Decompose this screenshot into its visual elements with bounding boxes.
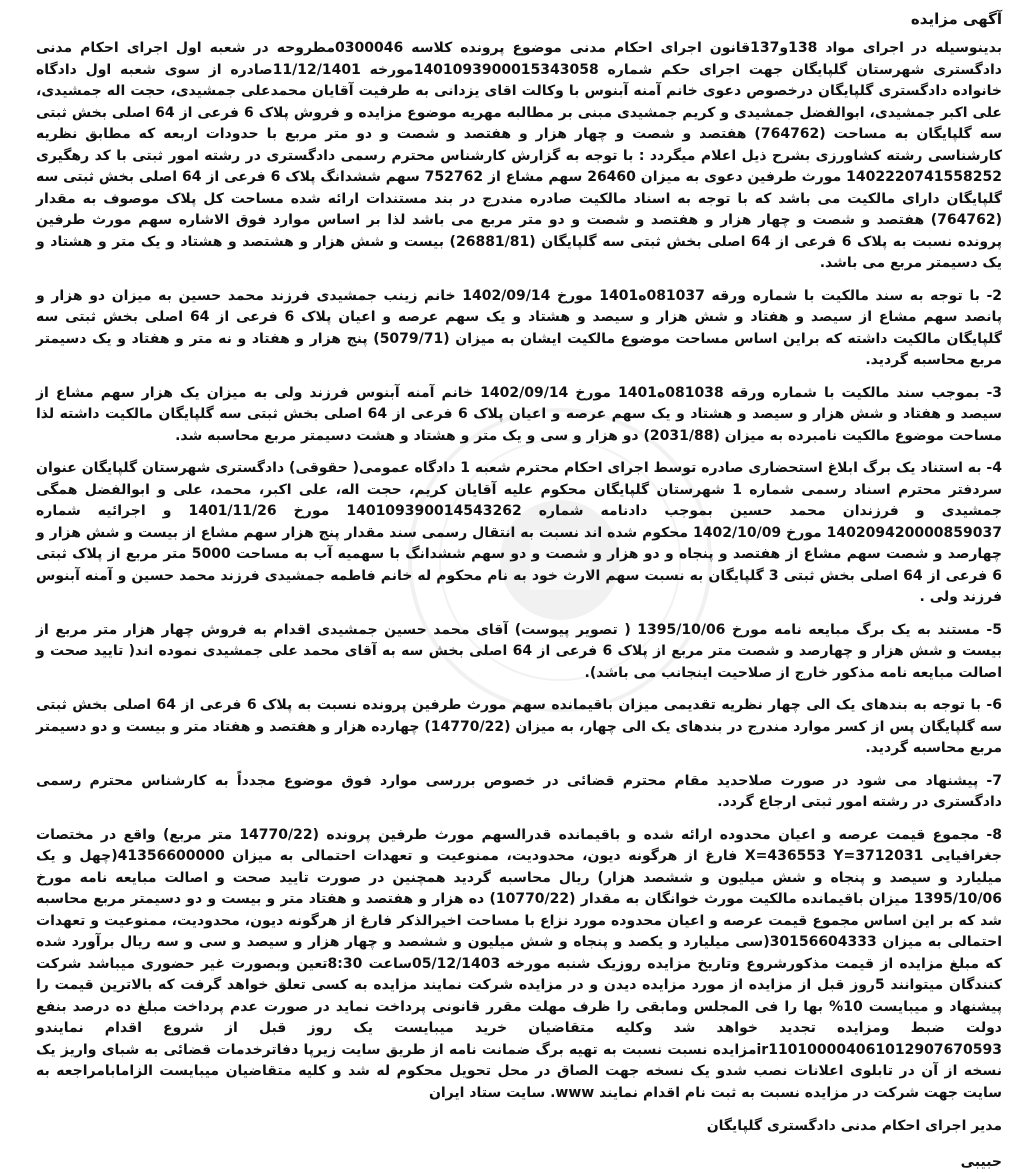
- notice-paragraph-2: 2- با توجه به سند مالکیت با شماره ورقه 081037ه1401 مورخ 1402/09/14 خانم زینب جمشیدی فرزند محمد حسین به میزان دو هزار و پانصد سهم مشاع از سیصد و هفتاد و شش هزار و سیصد و هشتاد و یک سهم عرصه و اعیان پلاک 6 فرعی از 64 اصلی بخش ثبتی سه گلپایگان مالکیت داشته که براین اساس مساحت موضوع مالکیت ایشان به میزان (5079/71) پنج هزار و هفتاد و نه متر و هفتاد و یک دسیمتر مربع محاسبه گردید.: [36, 287, 1003, 368]
- notice-paragraph-7: 7- پیشنهاد می شود در صورت صلاحدید مقام محترم قضائی در خصوص بررسی موارد فوق موضوع مجدداً به کارشناس محترم رسمی دادگستری در رشته امور ثبتی ارجاع گردد.: [36, 772, 1002, 810]
- notice-page: [36, 8, 1003, 1170]
- notice-paragraph-1: بدینوسیله در اجرای مواد 138و137قانون اجرای احکام مدنی موضوع پرونده کلاسه 0300046مطروحه در شعبه اول اجرای احکام مدنی دادگستری شهرستان گلپایگان جهت اجرای حکم شماره 140109390001534305‌8مورخه 11/12/1401صادره از سوی شعبه اول دادگاه خانواده دادگستری گلپایگان درخصوص دعوی خانم آمنه آبنوس با وکالت اقای یزدانی به طرفیت آقایان محمدعلی جمشیدی، حجت اله جمشیدی، علی اکبر جمشیدی، ابوالفضل جمشیدی و کریم جمشیدی مبنی بر مطالبه مهریه موضوع مزایده و فروش پلاک 6 فرعی از 64 اصلی بخش ثبتی سه گلپایگان به مساحت (764762) هفتصد و شصت و چهار هزار و هفتصد و شصت و دو متر مربع با حدودات اربعه که مطابق نظریه کارشناسی رشته کشاورزی بشرح ذیل اعلام میگردد : با توجه به گزارش کارشناس محترم رسمی دادگستری در رشته امور ثبتی با کد رهگیری 1402220741558252 مورث طرفین دعوی به میزان 26460 سهم مشاع از 752762 سهم ششدانگ پلاک 6 فرعی از 64 اصلی بخش ثبتی سه گلپایگان دارای مالکیت می باشد که با توجه به اسناد مالکیت صادره مندرج در بند مستندات ارائه شده مساحت کل پلاک موصوف به مقدار (764762) هفتصد و شصت و چهار هزار و هفتصد و شصت و دو متر مربع می باشد لذا بر اساس موارد فوق الاشاره سهم مورث طرفین پرونده نسبت به پلاک 6 فرعی از 64 اصلی بخش ثبتی سه گلپایگان (26881/81) بیست و شش هزار و هشتصد و هشتاد و یک متر و هشتاد و یک دسیمتر مربع می باشد.: [36, 40, 1003, 271]
- notice-paragraph-3: 3- بموجب سند مالکیت با شماره ورقه 081038ه1401 مورخ 1402/09/14 خانم آمنه آبنوس فرزند ولی به میزان یک هزار سهم مشاع از سیصد و هفتاد و شش هزار و سیصد و هشتاد و یک سهم عرصه و اعیان پلاک 6 فرعی از 64 اصلی بخش ثبتی سه گلپایگان مالکیت داشته لذا مساحت موضوع مالکیت نامبرده به میزان (2031/88) دو هزار و سی و یک متر و هشتاد و هشت دسیمتر مربع محاسبه شد.: [36, 384, 1003, 444]
- notice-paragraph-6: 6- با توجه به بندهای یک الی چهار نظریه تقدیمی میزان باقیمانده سهم مورث طرفین پرونده نسبت به پلاک 6 فرعی از 64 اصلی بخش ثبتی سه گلپایگان پس از کسر موارد مندرج در بندهای یک الی چهار، به میزان (14770/22) چهارده هزار و هفتصد و هفتاد متر و بیست و دو دسیمتر مربع محاسبه گردید.: [36, 697, 1002, 756]
- signoff-title: مدیر اجرای احکام مدنی دادگستری گلپایگان: [706, 1118, 1002, 1134]
- notice-paragraph-4: 4- به استناد یک برگ ابلاغ استحضاری صادره توسط اجرای احکام محترم شعبه 1 دادگاه عمومی( حقوقی) دادگستری شهرستان گلپایگان عنوان سردفتر محترم اسناد رسمی شماره 1 شهرستان گلپایگان محکوم علیه آقایان کریم، حجت اله، علی اکبر، محمد، علی و ابوالفضل همگی جمشیدی و فرزندان محمد حسین بموجب دادنامه شماره 140109390014543262 مورخ 1401/11/26 و اجرائیه شماره 140209420000859037 مورخ 1402/10/09 محکوم شده اند نسبت به انتقال رسمی سند مقدار پنج هزار سهم مشاع از بیست و شش هزار و چهارصد و شصت سهم مشاع از هفتصد و پنجاه و دو هزار و شصت و دو سهم ششدانگ با سهمیه آب به مساحت 5000 متر مربع از پلاک ثبتی 6 فرعی از 64 اصلی بخش ثبتی 3 گلپایگان به نسبت سهم الارث خود به نام محکوم له خانم فاطمه جمشیدی فرزند محمد حسین و آمنه آبنوس فرزند ولی .: [36, 460, 1003, 605]
- signer-name: حبیبی: [960, 1154, 1002, 1170]
- notice-paragraph-8: 8- مجموع قیمت عرصه و اعیان محدوده ارائه شده و باقیمانده قدرالسهم مورث طرفین پرونده (14770/22 متر مربع) واقع در مختصات جغرافیایی X=436553 Y=3712031 فارغ از هرگونه دیون، محدودیت، ممنوعیت و تعهدات احتمالی به میزان 41356600000(چهل و یک میلیارد و سیصد و پنجاه و شش میلیون و ششصد هزار) ریال محاسبه گردید همچنین در صورت تایید صحت و اصالت مبایعه نامه مورخ 1395/10/06 میزان باقیمانده مالکیت مورث خوانگان به مقدار (10770/22) ده هزار و هفتصد و هفتاد متر و بیست و دو دسیمتر مربع محاسبه شد که بر این اساس مجموع قیمت عرصه و اعیان محدوده مورد نزاع با مساحت اخیرالذکر فارغ از هرگونه دیون، محدودیت، ممنوعیت و تعهدات احتمالی به میزان 30156604333(سی میلیارد و یکصد و پنجاه و شش میلیون و ششصد و چهار هزار و سیصد و سی و سه ریال برآورد شده که مبلغ مزایده از قیمت مذکورشروع وتاریخ مزایده روزیک شنبه مورخه 05/12/1403ساعت 8:30تعین وبصورت غیر حضوری میباشد شرکت کنندگان میتوانند 5روز قبل از مزایده از مورد مزایده دیدن و در مزایده شرکت نمایند مزایده به کسی تعلق خواهد گرفت که بالاترین قیمت را پیشنهاد و میبایست 10% بها را فی المجلس ومابقی را ظرف مهلت مقرر قانونی پرداخت نماید در صورت عدم پرداخت مبلغ ده درصد بنفع دولت ضبط ومزایده تجدید خواهد شد وکلیه متقاضیان خرید میبایست یک روز قبل از شروع اقدام نمایندو ir110100004061012907670593مزایده نسبت نسبت به تهیه برگ ضمانت نامه از طریق سایت زیرپا دفاترخدمات قضائی به شبای واریز یک نسخه از آن در تابلوی اعلانات نصب شدو یک نسخه جهت الصاق در محل تحویل محکوم له شد و کلیه متقاضیان میبایست الزامابامراجعه به سایت جهت شرکت در مزایده نسبت به ثبت نام اقدام نمایند www. سایت ستاد ایران: [36, 826, 1003, 1101]
- notice-paragraph-5: 5- مستند به یک برگ مبایعه نامه مورخ 1395/10/06 ( تصویر پیوست) آقای محمد حسین جمشیدی اقدام به فروش چهار هزار متر مربع از بیست و شش هزار و چهارصد و شصت متر مربع از پلاک 6 فرعی از 64 اصلی بخش سه به آقای محمد علی جمشیدی نموده اند( تایید صحت و اصالت مبایعه نامه مذکور خارج از صلاحیت اینجانب می باشد).: [36, 621, 1002, 681]
- notice-heading: آگهی مزایده: [910, 10, 1002, 28]
